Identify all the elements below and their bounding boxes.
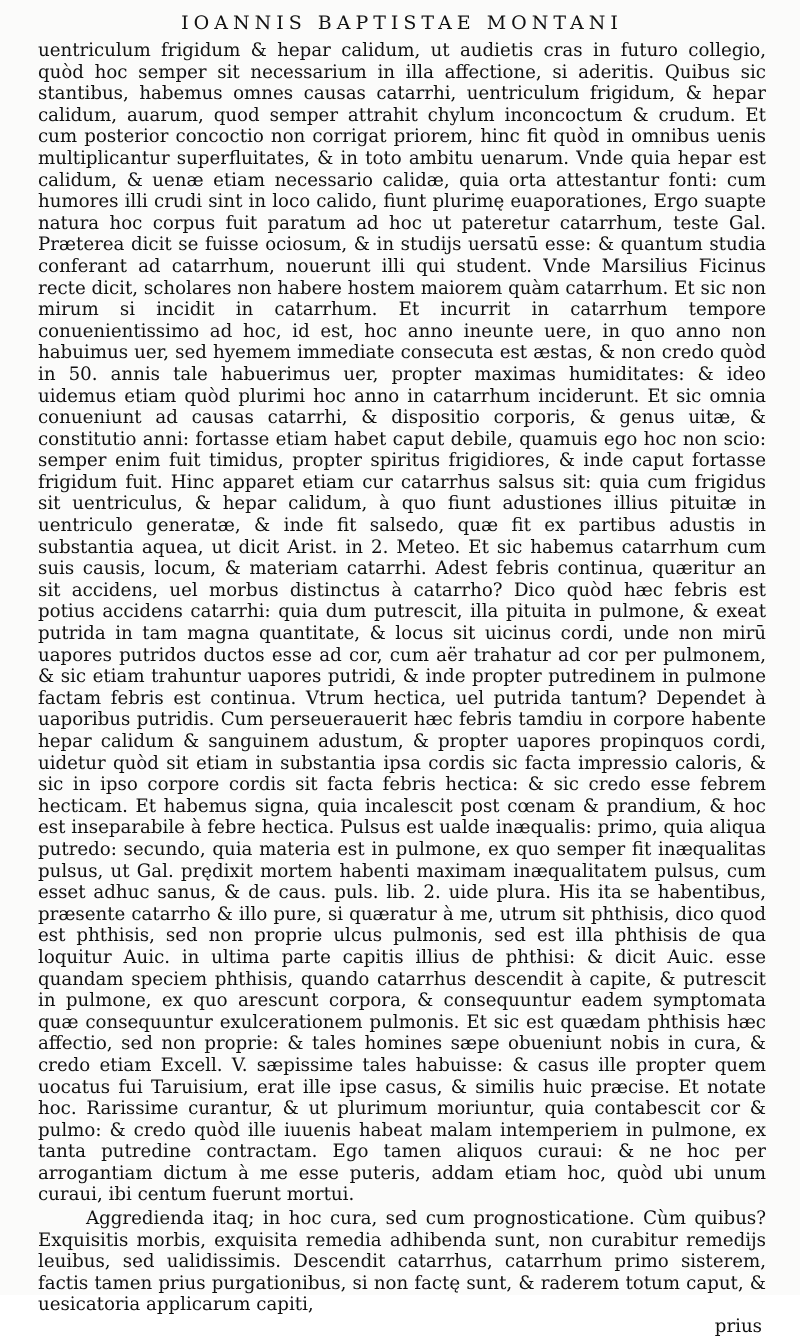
body-text bbox=[38, 40, 766, 1316]
catchword: prius bbox=[714, 1316, 762, 1338]
running-head: IOANNIS BAPTISTAE MONTANI bbox=[181, 12, 623, 34]
paragraph-1: uentriculum frigidum & hepar calidum, ut audietis cras in futuro collegio, quòd hoc semper sit necessarium in illa affectione, si aderitis. Quibus sic stantibus, habemus omnes causas catarrhi, uentriculum frigidum, & hepar calidum, auarum, quod semper attrahit chylum inconcoctum & crudum. Et cum posterior concoctio non corrigat priorem, hinc fit quòd in omnibus uenis multiplicantur superfluitates, & in toto ambitu uenarum. Vnde quia hepar est calidum, & uenæ etiam necessario calidæ, quia orta attestantur fonti: cum humores illi crudi sint in loco calido, fiunt plurimę euaporationes, Ergo suapte natura hoc corpus fuit paratum ad hoc ut pateretur catarrhum, teste Gal. Præterea dicit se fuisse ociosum, & in studijs uersatū esse: & quantum studia conferant ad catarrhum, nouerunt illi qui student. Vnde Marsilius Ficinus recte dicit, scholares non habere hostem maiorem quàm catarrhum. Et sic non mirum si incidit in catarrhum. Et incurrit in catarrhum tempore conuenientissimo ad hoc, id est, hoc anno ineunte uere, in quo anno non habuimus uer, sed hyemem immediate consecuta est æstas, & non credo quòd in 50. annis tale habuerimus uer, propter maximas humiditates: & ideo uidemus etiam quòd plurimi hoc anno in catarrhum inciderunt. Et sic omnia conueniunt ad causas catarrhi, & dispositio corporis, & genus uitæ, & constitutio anni: fortasse etiam habet caput debile, quamuis ego hoc non scio: semper enim fuit timidus, propter spiritus frigidiores, & inde caput fortasse frigidum fuit. Hinc apparet etiam cur catarrhus salsus sit: quia cum frigidus sit uentriculus, & hepar calidum, à quo fiunt adustiones illius pituitæ in uentriculo generatæ, & inde fit salsedo, quæ fit ex partibus adustis in substantia aquea, ut dicit Arist. in 2. Meteo. Et sic habemus catarrhum cum suis causis, locum, & materiam catarrhi. Adest febris continua, quæritur an sit accidens, uel morbus distinctus à catarrho? Dico quòd hæc febris est potius accidens catarrhi: quia dum putrescit, illa pituita in pulmone, & exeat putrida in tam magna quantitate, & locus sit uicinus cordi, unde non mirū uapores putridos ductos esse ad cor, cum aër trahatur ad cor per pulmonem, & sic etiam trahuntur uapores putridi, & inde propter putredinem in pulmone factam febris est continua. Vtrum hectica, uel putrida tantum? Dependet à uaporibus putridis. Cum perseuerauerit hæc febris tamdiu in corpore habente hepar calidum & sanguinem adustum, & propter uapores propinquos cordi, uidetur quòd sit etiam in substantia ipsa cordis sic facta impressio caloris, & sic in ipso corpore cordis sit facta febris hectica: & sic credo esse febrem hecticam. Et habemus signa, quia incalescit post cœnam & prandium, & hoc est inseparabile à febre hectica. Pulsus est ualde inæqualis: primo, quia aliqua putredo: secundo, quia materia est in pulmone, ex quo semper fit inæqualitas pulsus, ut Gal. prędixit mortem habenti maximam inæqualitatem pulsus, cum esset adhuc sanus, & de caus. puls. lib. 2. uide plura. His ita se habentibus, præsente catarrho & illo pure, si quæratur à me, utrum sit phthisis, dico quod est phthisis, sed non proprie ulcus pulmonis, sed est illa phthisis de qua loquitur Auic. in ultima parte capitis illius de phthisi: & dicit Auic. esse quandam speciem phthisis, quando catarrhus descendit à capite, & putrescit in pulmone, ex quo arescunt corpora, & consequuntur eadem symptomata quæ consequuntur exulcerationem pulmonis. Et sic est quædam phthisis hæc affectio, sed non proprie: & tales homines sæpe obueniunt nobis in cura, & credo etiam Excell. V. sæpissime tales habuisse: & casus ille propter quem uocatus fui Taruisium, erat ille ipse casus, & similis huic præcise. Et notate hoc. Rarissime curantur, & ut plurimum moriuntur, quia contabescit cor & pulmo: & credo quòd ille iuuenis habeat malam intemperiem in pulmone, ex tanta putredine contractam. Ego tamen aliquos curaui: & ne hoc per arrogantiam dictum à me esse puteris, addam etiam hoc, quòd ubi unum curaui, ibi centum fuerunt mortui. bbox=[38, 40, 766, 1206]
paragraph-2: Aggredienda itaq; in hoc cura, sed cum prognosticatione. Cùm quibus? Exquisitis morbis, exquisita remedia adhibenda sunt, non curabitur remedijs leuibus, sed ualidissimis. Descendit catarrhus, catarrhum primo sisterem, factis tamen prius purgationibus, si non factę sunt, & raderem totum caput, & uesicatoria applicarum capiti, bbox=[38, 1208, 766, 1316]
